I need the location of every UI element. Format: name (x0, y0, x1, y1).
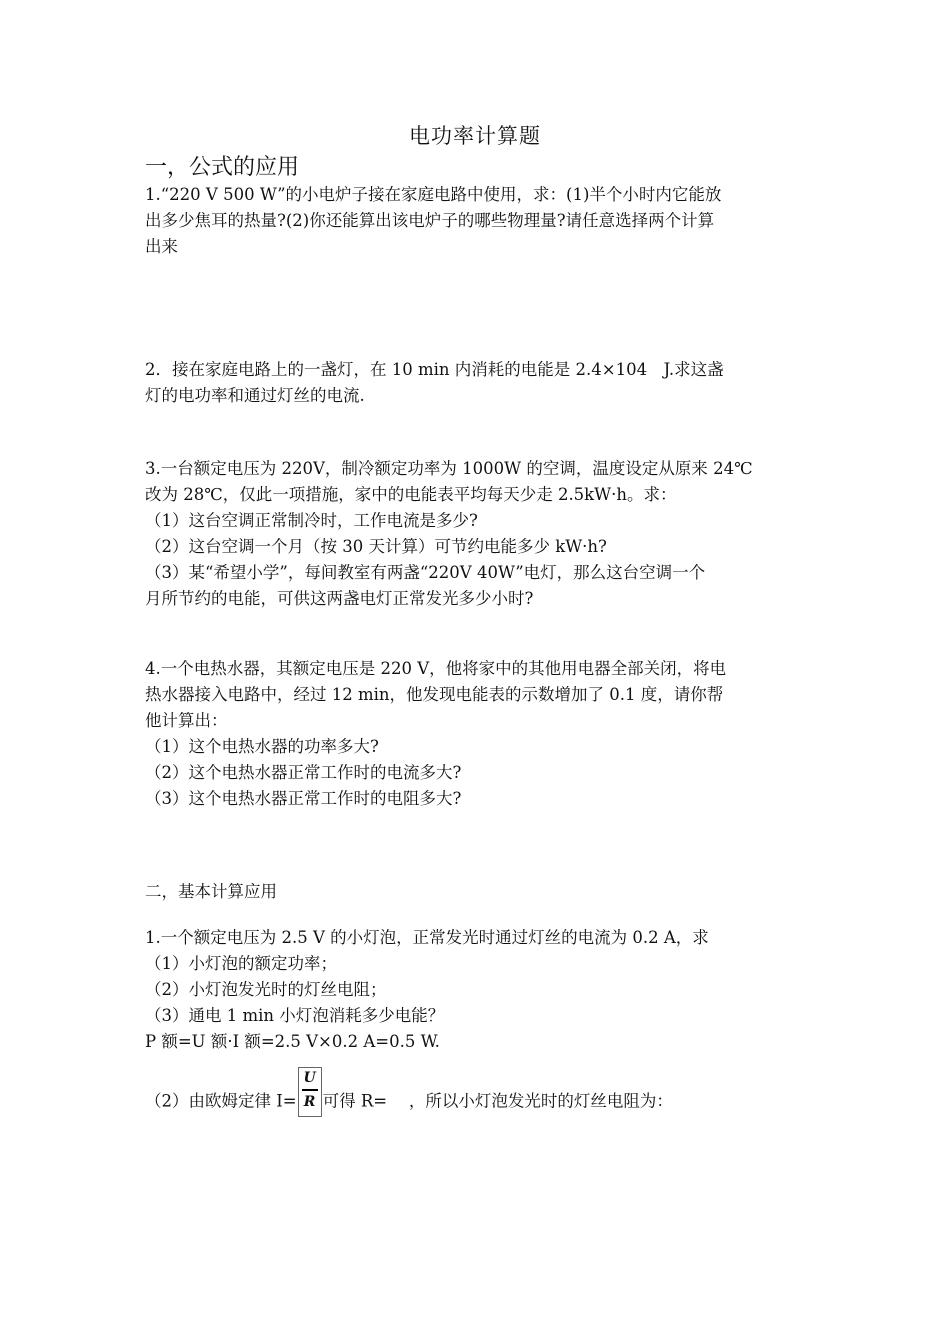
text-line: 改为 28℃，仅此一项措施，家中的电能表平均每天少走 2.5kW·h。求： (145, 485, 677, 504)
text-line: （1）这个电热水器的功率多大? (145, 737, 379, 756)
text-line: 他计算出： (145, 711, 228, 730)
text-line: 热水器接入电路中，经过 12 min，他发现电能表的示数增加了 0.1 度，请你帮 (145, 685, 724, 704)
text-line: 月所节约的电能，可供这两盏电灯正常发光多少小时? (145, 589, 534, 608)
text-line: 4.一个电热水器，其额定电压是 220 V，他将家中的其他用电器全部关闭，将电 (145, 659, 727, 678)
ohm-law-line (145, 1070, 810, 1127)
text-line: （2）这个电热水器正常工作时的电流多大? (145, 763, 462, 782)
text-line: （2）小灯泡发光时的灯丝电阻； (145, 980, 387, 999)
text-line: （1）这台空调正常制冷时，工作电流是多少? (145, 511, 478, 530)
section-2-heading: 二，基本计算应用 (145, 882, 277, 901)
text-line: 出多少焦耳的热量?(2)你还能算出该电炉子的哪些物理量?请任意选择两个计算 (145, 211, 715, 230)
text-line: （3）通电 1 min 小灯泡消耗多少电能？ (145, 1006, 445, 1025)
question-2-1 (145, 925, 810, 1127)
text-line: 出来 (145, 237, 178, 256)
text-line: （2）这台空调一个月（按 30 天计算）可节约电能多少 kW·h? (145, 537, 607, 556)
question-1-3 (145, 456, 810, 612)
ohm-text-before: （2）由欧姆定律 I= (145, 1091, 297, 1111)
text-line: P 额=U 额·I 额=2.5 V×0.2 A=0.5 W. (145, 1032, 440, 1051)
text-line: （3）某“希望小学”，每间教室有两盏“220V 40W”电灯，那么这台空调一个 (145, 563, 706, 582)
text-line: 3.一台额定电压为 220V，制冷额定功率为 1000W 的空调，温度设定从原来 24℃ (145, 459, 753, 478)
question-1-2 (145, 357, 810, 409)
text-line: （1）小灯泡的额定功率； (145, 954, 337, 973)
question-1-4 (145, 656, 810, 812)
text-line: 2．接在家庭电路上的一盏灯，在 10 min 内消耗的电能是 2.4×104 J.求这盏 (145, 360, 724, 379)
text-line: 灯的电功率和通过灯丝的电流. (145, 386, 365, 405)
section-1-heading: 一，公式的应用 (145, 155, 300, 180)
text-line: 1.一个额定电压为 2.5 V 的小灯泡，正常发光时通过灯丝的电流为 0.2 A，求 (145, 928, 709, 947)
ohm-text-after: 可得 R= ，所以小灯泡发光时的灯丝电阻为： (322, 1091, 673, 1111)
page-title: 电功率计算题 (409, 124, 541, 148)
fraction-image (298, 1067, 322, 1117)
fraction-bar (302, 1089, 318, 1091)
fraction-denominator: R (303, 1094, 316, 1110)
text-line: （3）这个电热水器正常工作时的电阻多大? (145, 789, 462, 808)
fraction-numerator: U (303, 1070, 316, 1086)
text-line: 1.“220 V 500 W”的小电炉子接在家庭电路中使用，求：(1)半个小时内它能放 (145, 185, 722, 204)
question-1-1 (145, 182, 810, 260)
